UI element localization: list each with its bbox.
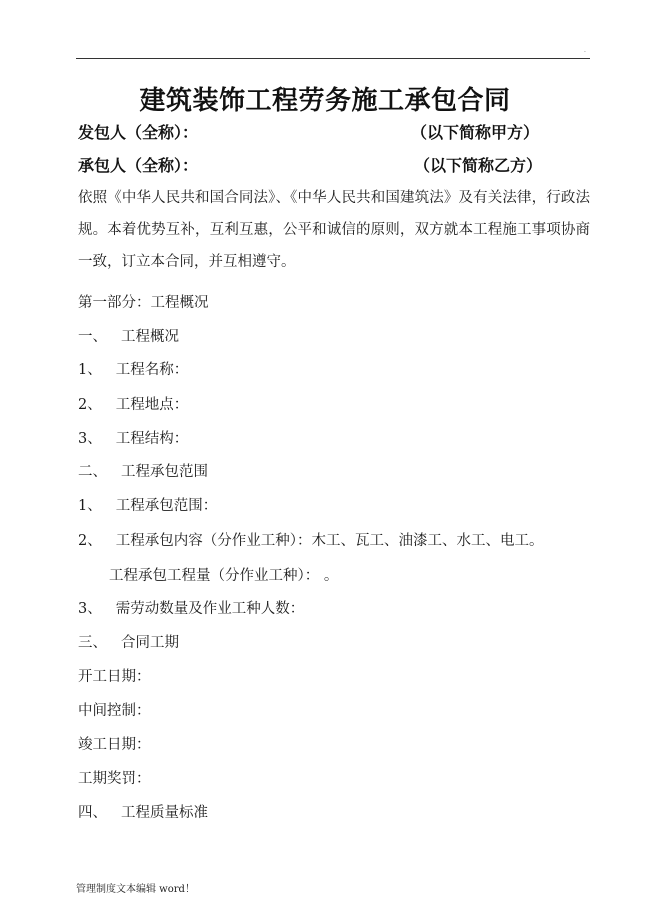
item-project-location-text: 工程地点： [115, 397, 189, 413]
section-four-num: 四、 [78, 805, 107, 821]
item-project-name-text: 工程名称： [115, 362, 189, 378]
item-labor-num: 3、 [78, 601, 102, 617]
item-project-name-num: 1、 [78, 362, 102, 378]
section-three-text: 合同工期 [121, 635, 179, 651]
section-three [78, 631, 179, 652]
header-rule [76, 58, 590, 59]
end-date: 竣工日期： [78, 737, 151, 753]
item-content [78, 529, 543, 550]
item-project-location-num: 2、 [78, 397, 102, 413]
item-project-name [78, 358, 188, 379]
part-one-heading: 第一部分：工程概况 [78, 295, 209, 311]
intro-paragraph: 依照《中华人民共和国合同法》、《中华人民共和国建筑法》及有关法律，行政法规。本着优势互补，互利互惠，公平和诚信的原则，双方就本工程施工事项协商一致，订立本合同，并互相遵守。 [78, 190, 590, 270]
item-project-structure [78, 427, 188, 448]
item-content-text: 工程承包内容（分作业工种）：木工、瓦工、油漆工、水工、电工。 [115, 533, 544, 549]
section-one-text: 工程概况 [121, 329, 179, 345]
mid-control: 中间控制： [78, 703, 151, 719]
item-project-structure-text: 工程结构： [115, 431, 189, 447]
party-a-abbr: （以下简称甲方） [411, 123, 540, 142]
footer-note: 管理制度文本编辑 word！ [76, 884, 195, 895]
item-scope-text: 工程承包范围： [115, 498, 218, 514]
item-scope-num: 1、 [78, 498, 102, 514]
party-b-abbr: （以下简称乙方） [414, 156, 543, 175]
item-scope [78, 494, 217, 515]
section-one [78, 325, 179, 346]
item-quantity: 工程承包工程量（分作业工种）： 。 [109, 568, 339, 584]
item-labor-text: 需劳动数量及作业工种人数： [115, 601, 305, 617]
item-content-num: 2、 [78, 533, 102, 549]
section-two-num: 二、 [78, 464, 107, 480]
item-project-structure-num: 3、 [78, 431, 102, 447]
section-four-text: 工程质量标准 [121, 805, 208, 821]
section-one-num: 一、 [78, 329, 107, 345]
start-date: 开工日期： [78, 669, 151, 685]
section-three-num: 三、 [78, 635, 107, 651]
item-project-location [78, 393, 188, 414]
party-a-label: 发包人（全称）： [78, 123, 199, 142]
section-two [78, 460, 208, 481]
section-two-text: 工程承包范围 [121, 464, 208, 480]
header-mark: . [584, 47, 586, 54]
document-title: 建筑装饰工程劳务施工承包合同 [139, 86, 511, 116]
item-labor [78, 597, 304, 618]
party-b-label: 承包人（全称）： [78, 156, 199, 175]
section-four [78, 801, 208, 822]
schedule-reward: 工期奖罚： [78, 771, 151, 787]
